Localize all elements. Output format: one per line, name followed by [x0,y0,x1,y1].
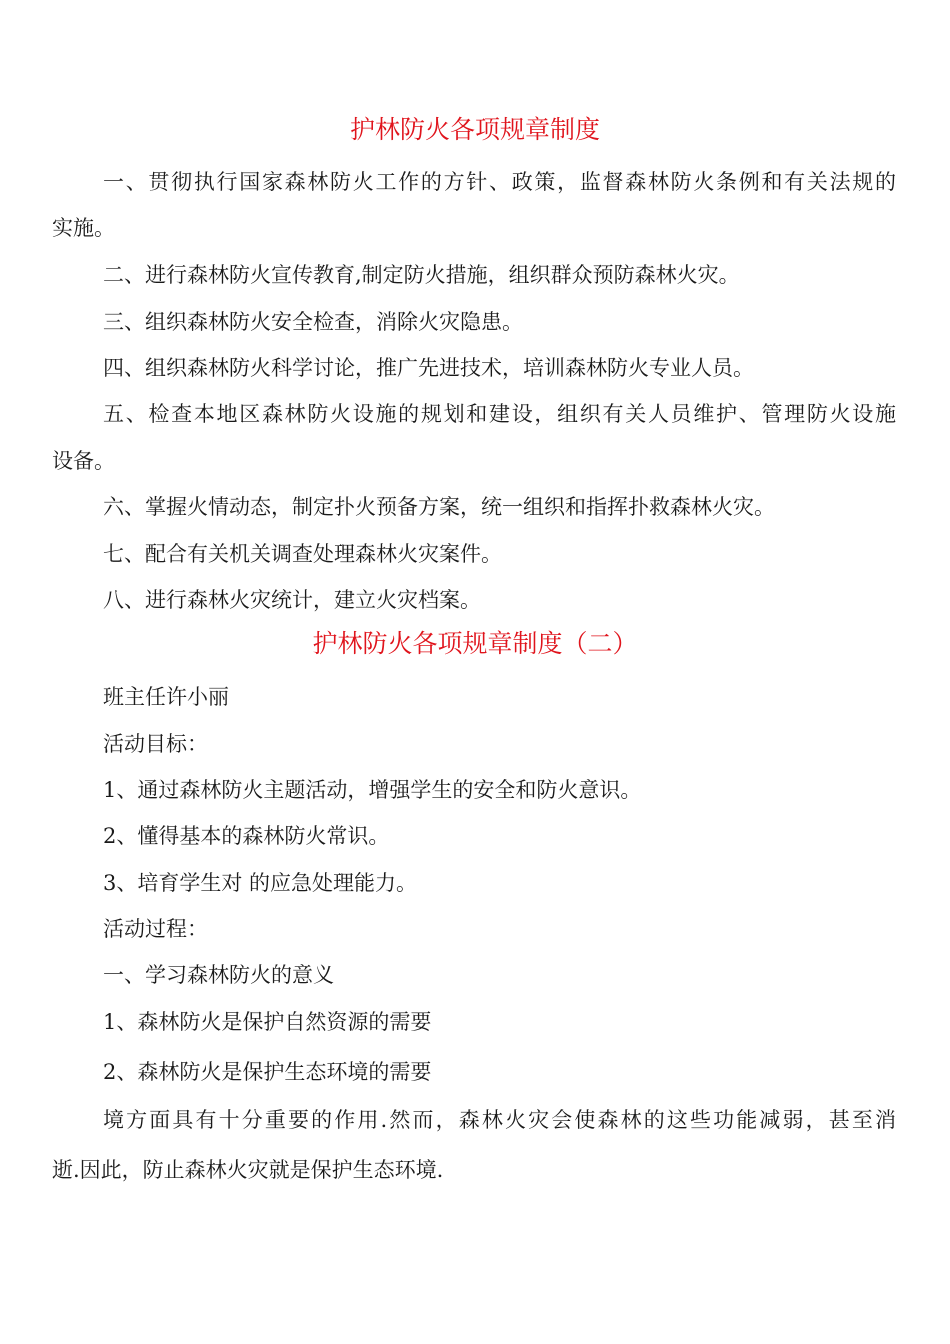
rule-2: 二、进行森林防火宣传教育,制定防火措施，组织群众预防森林火灾。 [103,263,740,287]
goal-heading: 活动目标： [103,732,208,756]
section-title-2: 护林防火各项规章制度（二） [312,629,638,658]
process-step-1-1: 1、森林防火是保护自然资源的需要 [103,1010,432,1034]
rule-6: 六、掌握火情动态，制定扑火预备方案，统一组织和指挥扑救森林火灾。 [103,495,775,519]
rule-7: 七、配合有关机关调查处理森林火灾案件。 [103,542,502,566]
closing-line-2: 逝.因此，防止森林火灾就是保护生态环境. [52,1158,444,1182]
goal-item-1: 1、通过森林防火主题活动，增强学生的安全和防火意识。 [103,778,642,802]
process-heading: 活动过程： [103,917,208,941]
rule-4: 四、组织森林防火科学讨论，推广先进技术，培训森林防火专业人员。 [103,356,754,380]
process-step-1: 一、学习森林防火的意义 [103,963,334,987]
rule-1-line-2: 实施。 [52,216,115,240]
teacher-name: 班主任许小丽 [103,685,229,709]
rule-3: 三、组织森林防火安全检查，消除火灾隐患。 [103,310,523,334]
document-title: 护林防火各项规章制度 [349,115,600,144]
rule-5-line-1: 五、检查本地区森林防火设施的规划和建设，组织有关人员维护、管理防火设施 [103,402,896,426]
goal-item-3: 3、培育学生对 的应急处理能力。 [103,871,418,895]
rule-5-line-2: 设备。 [52,449,115,473]
goal-item-2: 2、懂得基本的森林防火常识。 [103,824,390,848]
rule-8: 八、进行森林火灾统计，建立火灾档案。 [103,588,481,612]
process-step-1-2: 2、森林防火是保护生态环境的需要 [103,1060,432,1084]
rule-1-line-1: 一、贯彻执行国家森林防火工作的方针、政策，监督森林防火条例和有关法规的 [103,170,896,194]
closing-line-1: 境方面具有十分重要的作用.然而，森林火灾会使森林的这些功能减弱，甚至消 [103,1108,896,1132]
